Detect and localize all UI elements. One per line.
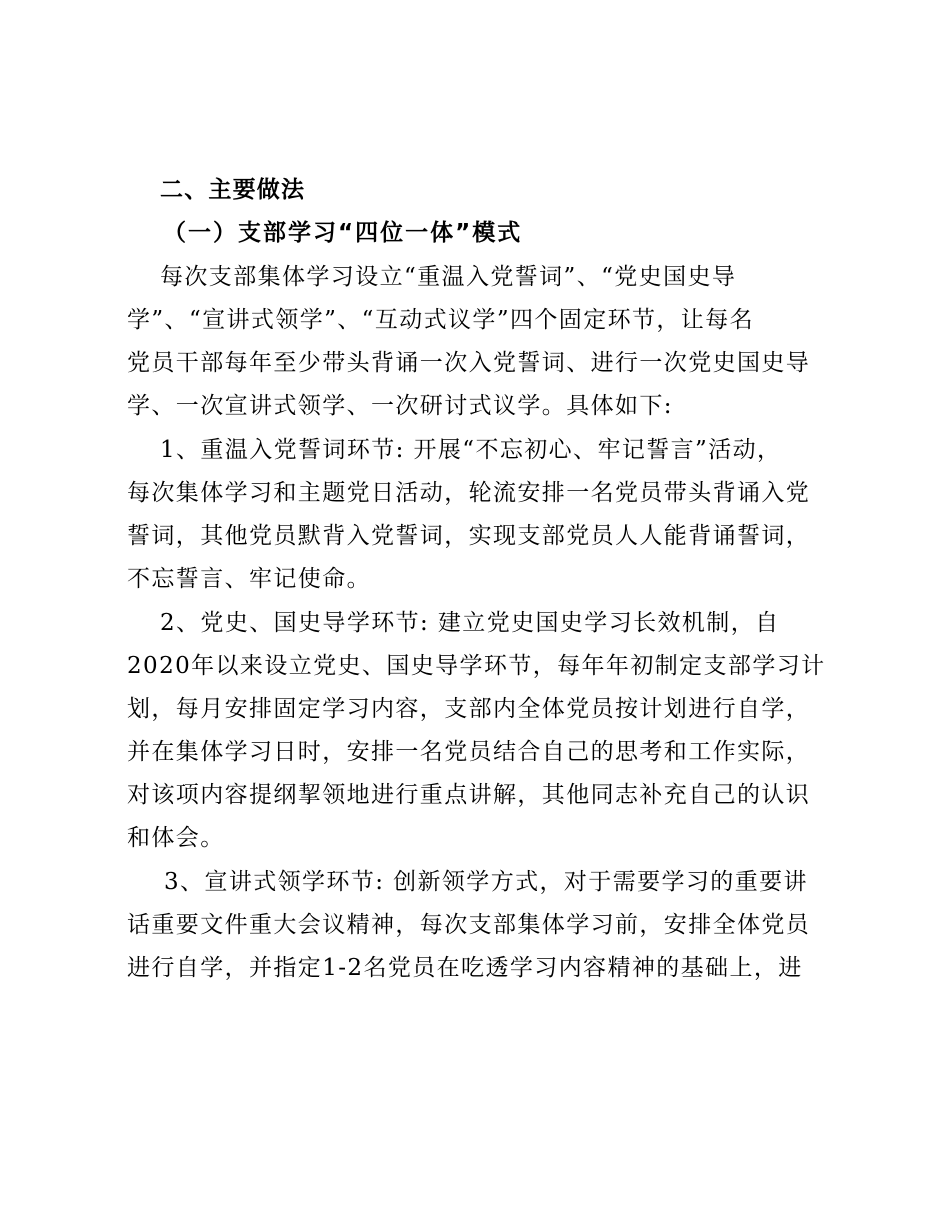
section-heading: 二、主要做法 <box>160 177 306 203</box>
paragraph-line: 学”、“宣讲式领学”、“互动式议学”四个固定环节，让每名 <box>127 307 754 333</box>
paragraph-line: 2、党史、国史导学环节: 建立党史国史学习长效机制，自 <box>160 610 780 636</box>
paragraph-line: 和体会。 <box>127 825 225 851</box>
paragraph-line: 2020年以来设立党史、国史导学环节，每年年初制定支部学习计 <box>127 653 826 679</box>
paragraph-line: 党员干部每年至少带头背诵一次入党誓词、进行一次党史国史导 <box>127 350 811 376</box>
paragraph-line: 每次支部集体学习设立“重温入党誓词”、“党史国史导 <box>160 264 737 290</box>
subsection-heading: （一）支部学习“四位一体”模式 <box>163 220 523 246</box>
paragraph-line: 进行自学，并指定1-2名党员在吃透学习内容精神的基础上，进 <box>127 955 803 981</box>
paragraph-line: 话重要文件重大会议精神，每次支部集体学习前，安排全体党员 <box>127 912 811 938</box>
paragraph-line: 每次集体学习和主题党日活动，轮流安排一名党员带头背诵入党 <box>127 480 811 506</box>
paragraph-line: 3、宣讲式领学环节: 创新领学方式，对于需要学习的重要讲 <box>164 869 808 895</box>
paragraph-line: 学、一次宣讲式领学、一次研讨式议学。具体如下: <box>127 393 673 419</box>
paragraph-line: 划，每月安排固定学习内容，支部内全体党员按计划进行自学， <box>127 696 811 722</box>
paragraph-line: 不忘誓言、牢记使命。 <box>127 566 371 592</box>
paragraph-line: 誓词，其他党员默背入党誓词，实现支部党员人人能背诵誓词， <box>127 523 811 549</box>
paragraph-line: 1、重温入党誓词环节: 开展“不忘初心、牢记誓言”活动， <box>160 437 782 463</box>
paragraph-line: 并在集体学习日时，安排一名党员结合自己的思考和工作实际， <box>127 739 811 765</box>
paragraph-line: 对该项内容提纲挈领地进行重点讲解，其他同志补充自己的认识 <box>127 782 811 808</box>
